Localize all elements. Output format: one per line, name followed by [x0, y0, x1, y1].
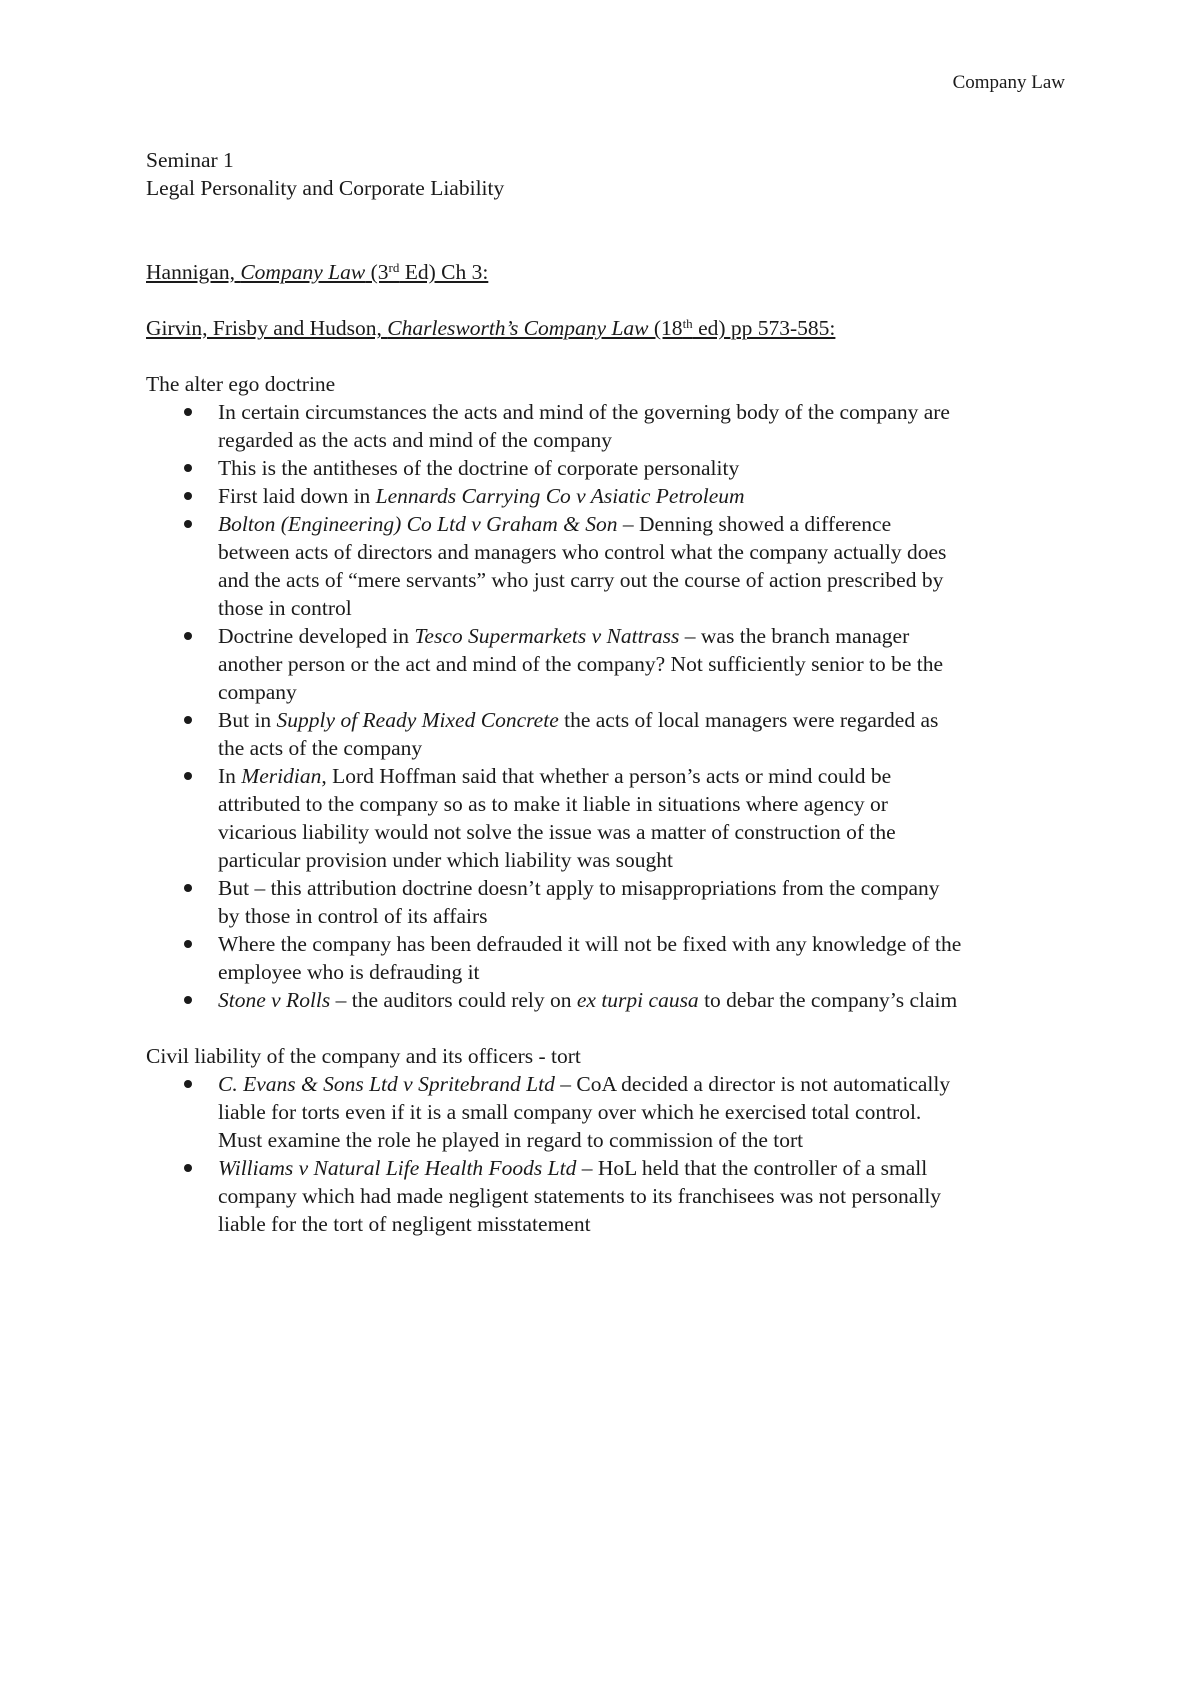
list-item-line: Must examine the role he played in regard to commission of the tort: [218, 1128, 804, 1152]
bullet-icon: [184, 520, 192, 528]
list-item: [146, 1154, 1066, 1238]
list-item: [146, 482, 1066, 510]
bullet-icon: [184, 716, 192, 724]
list-item: [146, 986, 1066, 1014]
list-item: [146, 398, 1066, 454]
bullet-icon: [184, 884, 192, 892]
list-item-line: regarded as the acts and mind of the company: [218, 428, 613, 452]
bullet-icon: [184, 632, 192, 640]
list-item-line: those in control: [218, 596, 352, 620]
list-item-line: by those in control of its affairs: [218, 904, 488, 928]
reference-hannigan: Hannigan, Company Law (3rd Ed) Ch 3:: [146, 260, 489, 284]
list-item-line: between acts of directors and managers who control what the company actually does: [218, 540, 947, 564]
bullet-icon: [184, 996, 192, 1004]
bullet-icon: [184, 1164, 192, 1172]
seminar-topic: Legal Personality and Corporate Liability: [146, 176, 505, 200]
list-item-line: Bolton (Engineering) Co Ltd v Graham & Son – Denning showed a difference: [218, 512, 892, 536]
list-item-line: Williams v Natural Life Health Foods Ltd – HoL held that the controller of a small: [218, 1156, 928, 1180]
list-item-line: and the acts of “mere servants” who just carry out the course of action prescribed by: [218, 568, 944, 592]
list-item: [146, 874, 1066, 930]
list-item: [146, 1070, 1066, 1154]
list-item-line: Doctrine developed in Tesco Supermarkets v Nattrass – was the branch manager: [218, 624, 910, 648]
list-item-line: Where the company has been defrauded it will not be fixed with any knowledge of the: [218, 932, 962, 956]
list-item-line: company: [218, 680, 297, 704]
list-item-line: In Meridian, Lord Hoffman said that whether a person’s acts or mind could be: [218, 764, 892, 788]
bullet-icon: [184, 1080, 192, 1088]
section-heading: The alter ego doctrine: [146, 372, 336, 396]
list-item-line: This is the antitheses of the doctrine of corporate personality: [218, 456, 740, 480]
list-item: [146, 622, 1066, 706]
bullet-icon: [184, 408, 192, 416]
list-item-line: In certain circumstances the acts and mind of the governing body of the company are: [218, 400, 950, 424]
list-item-line: company which had made negligent statements to its franchisees was not personally: [218, 1184, 942, 1208]
running-header: Company Law: [952, 72, 1065, 93]
list-item-line: attributed to the company so as to make it liable in situations where agency or: [218, 792, 888, 816]
bullet-icon: [184, 772, 192, 780]
notes-sections: [146, 370, 1066, 1238]
list-item: [146, 762, 1066, 874]
list-item: [146, 510, 1066, 622]
list-item-line: liable for torts even if it is a small company over which he exercised total control.: [218, 1100, 922, 1124]
list-item-line: the acts of the company: [218, 736, 423, 760]
list-item-line: vicarious liability would not solve the issue was a matter of construction of the: [218, 820, 896, 844]
list-item-line: liable for the tort of negligent misstatement: [218, 1212, 591, 1236]
list-item-line: Stone v Rolls – the auditors could rely on ex turpi causa to debar the company’s claim: [218, 988, 958, 1012]
bullet-list: [146, 1070, 1066, 1238]
bullet-icon: [184, 492, 192, 500]
bullet-list: [146, 398, 1066, 1014]
list-item: [146, 706, 1066, 762]
list-item-line: employee who is defrauding it: [218, 960, 480, 984]
list-item-line: First laid down in Lennards Carrying Co v Asiatic Petroleum: [218, 484, 745, 508]
list-item: [146, 454, 1066, 482]
bullet-icon: [184, 940, 192, 948]
section-heading: Civil liability of the company and its officers - tort: [146, 1044, 581, 1068]
list-item-line: C. Evans & Sons Ltd v Spritebrand Ltd – CoA decided a director is not automatically: [218, 1072, 951, 1096]
list-item-line: particular provision under which liability was sought: [218, 848, 673, 872]
bullet-icon: [184, 464, 192, 472]
reference-charlesworth: Girvin, Frisby and Hudson, Charlesworth’s Company Law (18th ed) pp 573-585:: [146, 316, 836, 340]
document-body: [146, 146, 1066, 1238]
list-item-line: another person or the act and mind of the company? Not sufficiently senior to be the: [218, 652, 944, 676]
seminar-number: Seminar 1: [146, 148, 234, 172]
list-item-line: But – this attribution doctrine doesn’t apply to misappropriations from the company: [218, 876, 940, 900]
list-item-line: But in Supply of Ready Mixed Concrete the acts of local managers were regarded as: [218, 708, 939, 732]
list-item: [146, 930, 1066, 986]
